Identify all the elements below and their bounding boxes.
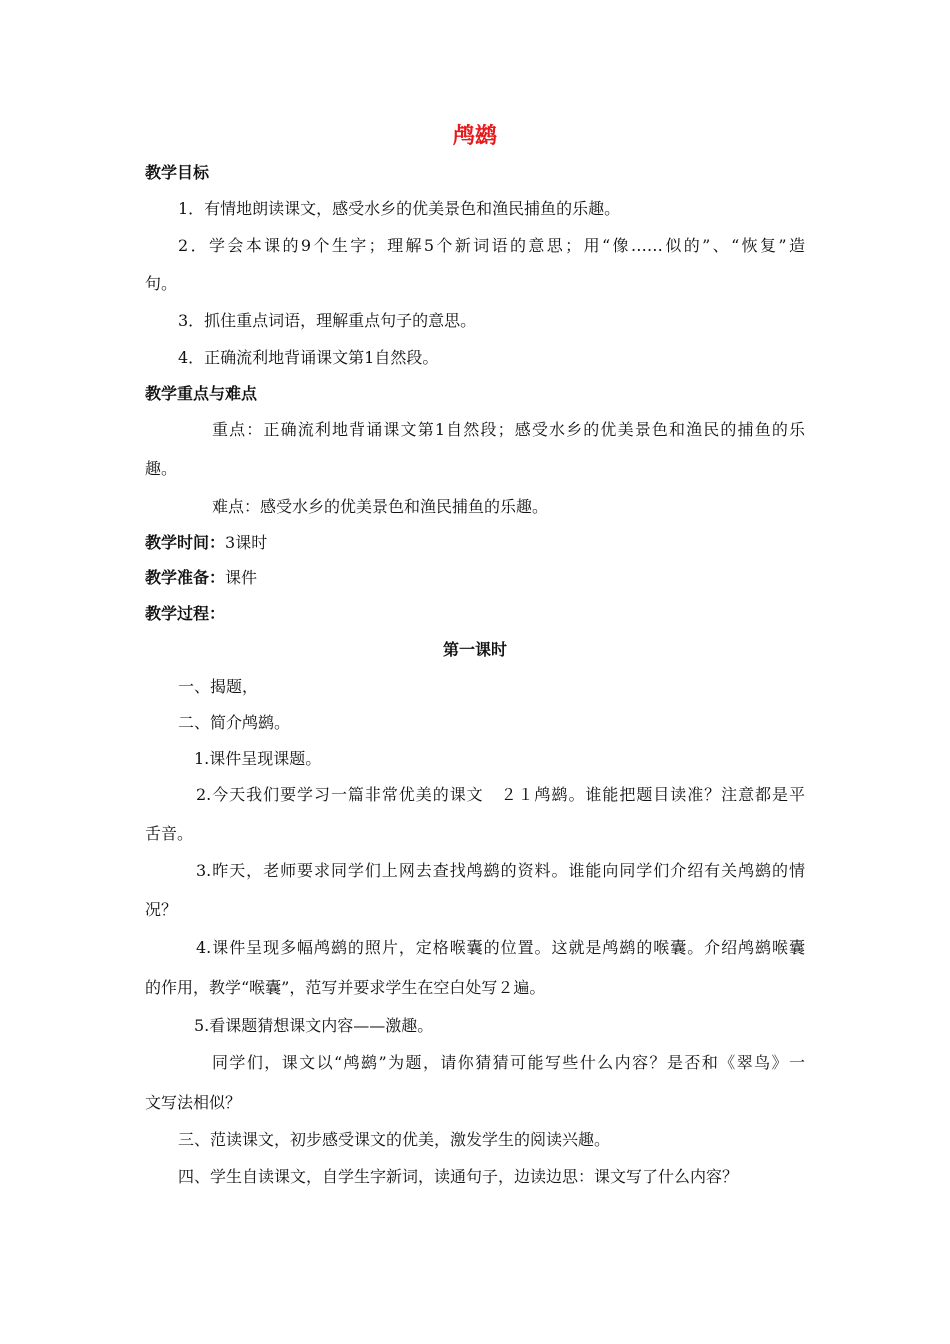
point-4-line-1: 4.课件呈现多幅鸬鹚的照片，定格喉囊的位置。这就是鸬鹚的喉囊。介绍鸬鹚喉囊: [196, 938, 805, 957]
objective-item-2-line-2: 句。: [145, 274, 178, 293]
teaching-prep: [145, 567, 257, 589]
teaching-time-label: 教学时间：: [145, 533, 226, 552]
point-2-line-1: 2.今天我们要学习一篇非常优美的课文 ２１鸬鹚。谁能把题目读准？注意都是平: [196, 785, 805, 804]
point-1: 1.课件呈现课题。: [194, 749, 322, 768]
teaching-time-value: 3课时: [225, 533, 268, 552]
point-4-line-2: 的作用，教学“喉囊”，范写并要求学生在空白处写２遍。: [145, 978, 546, 997]
point-3-line-1: 3.昨天，老师要求同学们上网去查找鸬鹚的资料。谁能向同学们介绍有关鸬鹚的情: [196, 861, 805, 880]
key-point-line-1: 重点：正确流利地背诵课文第1自然段；感受水乡的优美景色和渔民的捕鱼的乐: [212, 420, 805, 439]
difficulty-line: 难点：感受水乡的优美景色和渔民捕鱼的乐趣。: [212, 497, 549, 516]
point-5: 5.看课题猜想课文内容——激趣。: [194, 1016, 434, 1035]
process-heading: 教学过程：: [145, 604, 226, 623]
objective-item-2-line-1: 2．学会本课的9个生字；理解5个新词语的意思；用“像……似的”、“恢复”造: [178, 236, 805, 255]
teaching-prep-label: 教学准备：: [145, 568, 226, 587]
objective-item-1: 1．有情地朗读课文，感受水乡的优美景色和渔民捕鱼的乐趣。: [178, 199, 621, 218]
section-1: 一、揭题，: [178, 677, 259, 696]
document-title: 鸬鹚: [452, 124, 497, 149]
section-4: 四、学生自读课文，自学生字新词，读通句子，边读边思：课文写了什么内容？: [178, 1167, 739, 1186]
teaching-prep-value: 课件: [225, 568, 258, 587]
objective-item-4: 4．正确流利地背诵课文第1自然段。: [178, 348, 439, 367]
section-3: 三、范读课文，初步感受课文的优美，激发学生的阅读兴趣。: [178, 1130, 611, 1149]
point-5-body-line-1: 同学们，课文以“鸬鹚”为题，请你猜猜可能写些什么内容？是否和《翠鸟》一: [212, 1053, 805, 1072]
point-3-line-2: 况？: [145, 900, 178, 919]
objective-item-3: 3．抓住重点词语，理解重点句子的意思。: [178, 311, 477, 330]
lesson-1-heading: 第一课时: [442, 640, 507, 659]
key-point-line-2: 趣。: [145, 459, 178, 478]
point-5-body-line-2: 文写法相似？: [145, 1093, 242, 1112]
point-2-line-2: 舌音。: [145, 824, 194, 843]
teaching-time: [145, 532, 267, 554]
key-points-heading: 教学重点与难点: [145, 384, 258, 403]
objectives-heading: 教学目标: [145, 163, 210, 182]
section-2: 二、简介鸬鹚。: [178, 713, 291, 732]
